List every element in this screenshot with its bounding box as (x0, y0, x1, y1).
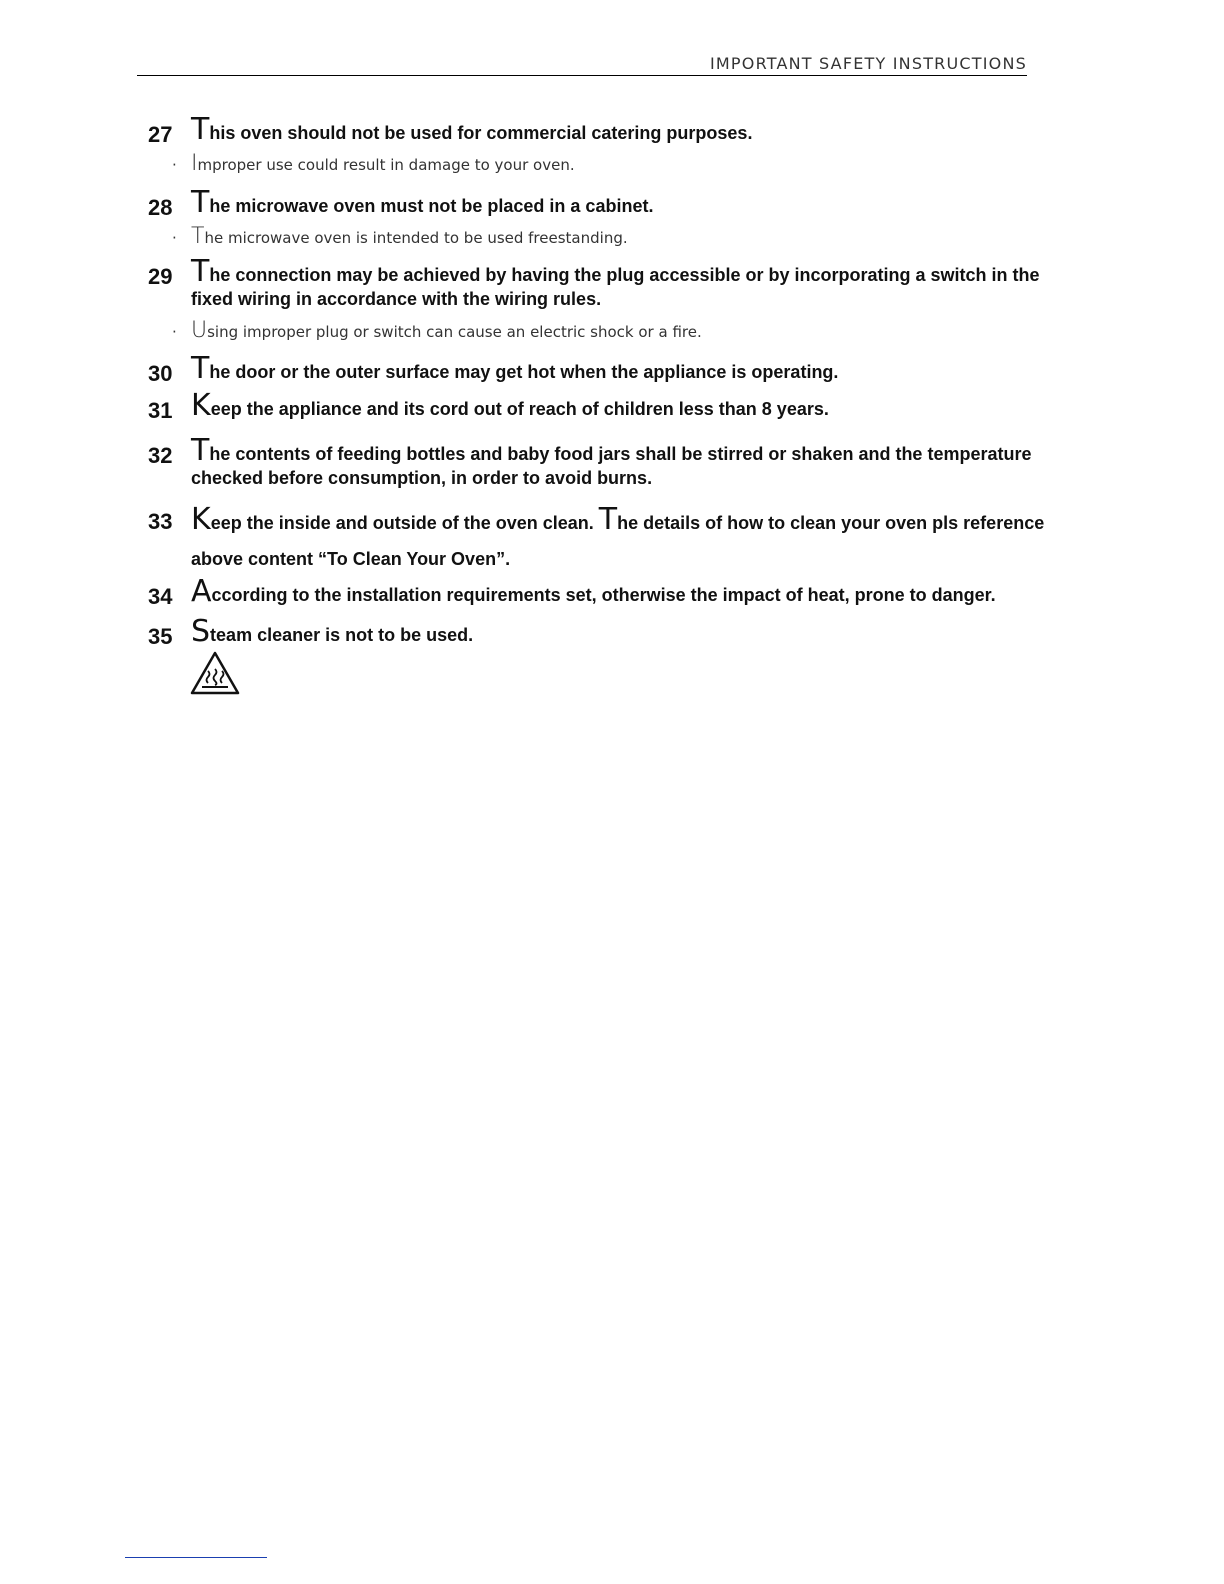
initial-letter: T (191, 351, 210, 386)
note-27: · Improper use could result in damage to your oven. (172, 151, 575, 176)
instruction-32 (148, 433, 1078, 490)
item-number: 31 (148, 398, 173, 423)
item-text: eep the appliance and its cord out of reach of children less than 8 years. (210, 399, 829, 419)
item-number: 29 (148, 264, 173, 289)
item-text: team cleaner is not to be used. (210, 625, 474, 645)
instruction-29 (148, 254, 1078, 311)
section-reference: “To Clean Your Oven”. (318, 549, 511, 569)
initial-letter: S (191, 614, 211, 649)
item-text: his oven should not be used for commercial catering purposes. (209, 123, 753, 143)
item-number: 30 (148, 361, 173, 386)
item-number: 35 (148, 624, 173, 649)
note-28: · The microwave oven is intended to be used freestanding. (172, 224, 628, 249)
page-header-title: IMPORTANT SAFETY INSTRUCTIONS (710, 54, 1027, 73)
instruction-34 (148, 574, 1078, 609)
header-divider (137, 75, 1027, 76)
item-text: he contents of feeding bottles and baby food jars shall be stirred or shaken and the temperature checked before consumption, in order to avoid burns. (191, 444, 1032, 488)
initial-letter: A (191, 574, 212, 609)
instruction-31 (148, 388, 1078, 423)
item-text: he microwave oven must not be placed in a cabinet. (209, 196, 654, 216)
item-text: he door or the outer surface may get hot when the appliance is operating. (209, 362, 839, 382)
note-29: · Using improper plug or switch can cause an electric shock or a fire. (172, 318, 702, 343)
initial-letter: T (191, 112, 210, 147)
initial-letter: T (598, 502, 618, 537)
item-text: eep the inside and outside of the oven clean. (210, 513, 594, 533)
initial-letter: T (191, 433, 210, 468)
instruction-33 (148, 502, 1078, 577)
initial-letter: T (191, 254, 210, 289)
instruction-35 (148, 614, 1078, 649)
item-number: 33 (148, 509, 173, 534)
item-number: 28 (148, 195, 173, 220)
item-text: ccording to the installation requirements set, otherwise the impact of heat, prone to danger. (211, 585, 996, 605)
item-text-2: he details of how to clean your oven pls reference above content (191, 513, 1045, 569)
hot-surface-warning-icon (190, 651, 240, 695)
item-number: 27 (148, 122, 173, 147)
note-text: he microwave oven is intended to be used freestanding. (204, 229, 628, 247)
footer-divider (125, 1557, 267, 1558)
initial-letter: T (191, 185, 210, 220)
initial-letter: K (191, 502, 211, 537)
initial-letter: K (191, 388, 211, 423)
item-text: he connection may be achieved by having the plug accessible or by incorporating a switch in the fixed wiring in accordance with the wiring rules. (191, 265, 1040, 309)
instruction-27 (148, 112, 1078, 147)
note-text: sing improper plug or switch can cause an electric shock or a fire. (207, 323, 702, 341)
item-number: 32 (148, 443, 173, 468)
item-number: 34 (148, 584, 173, 609)
instruction-28 (148, 185, 1078, 220)
note-text: mproper use could result in damage to your oven. (197, 156, 575, 174)
instruction-30 (148, 351, 1078, 386)
